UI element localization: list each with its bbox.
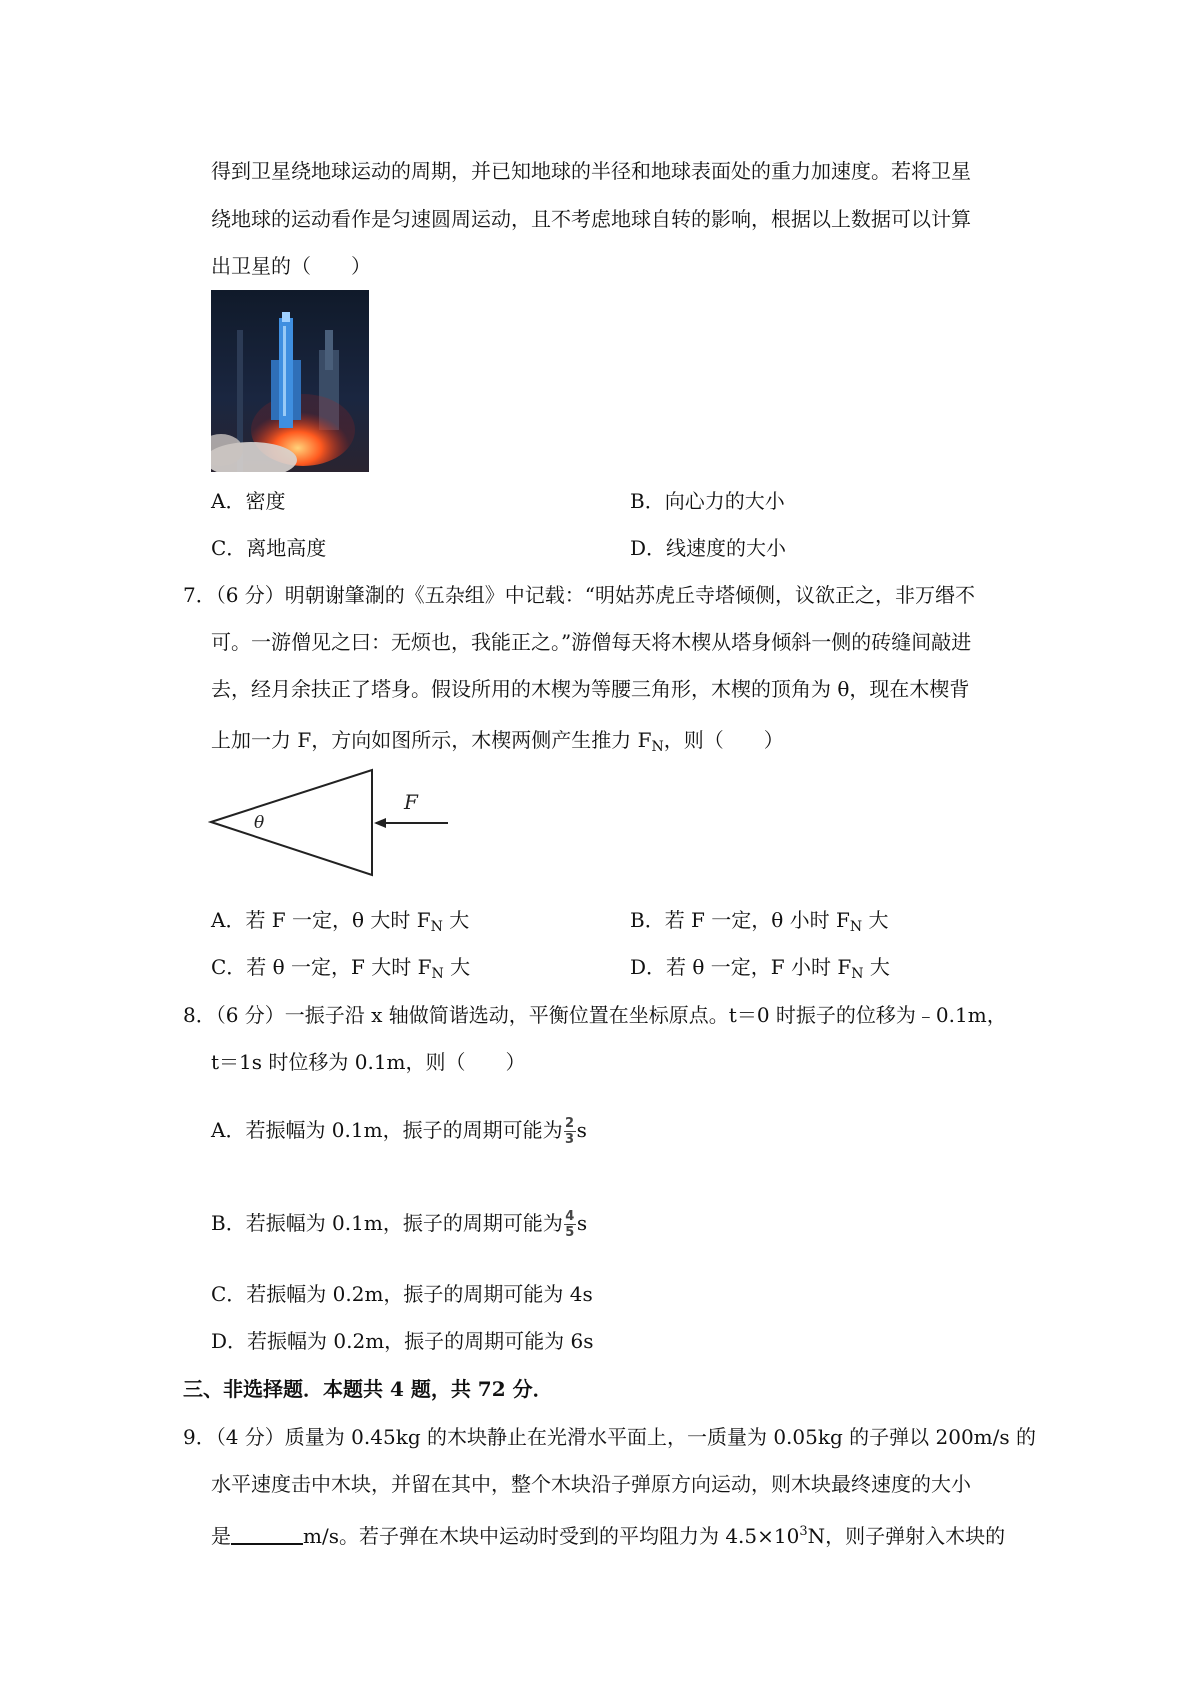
- fraction: $\frac{4}{5}$: [565, 1209, 575, 1240]
- angle-label: θ: [254, 813, 265, 833]
- q9-stem-line-1: 9．（4 分）质量为 0.45kg 的木块静止在光滑水平面上，一质量为 0.05kg 的子弹以 200m/s 的: [183, 1425, 1036, 1449]
- q8-option-d: D．若振幅为 0.2m，振子的周期可能为 6s: [211, 1329, 594, 1353]
- q8-stem-line-1: 8．（6 分）一振子沿 x 轴做简谐选动，平衡位置在坐标原点。t＝0 时振子的位移为﹣0.1m，: [183, 1003, 1007, 1027]
- q8-stem-line-2: t＝1s 时位移为 0.1m，则（ ）: [211, 1050, 526, 1074]
- wedge-force-diagram: [208, 765, 454, 877]
- q9-stem-line-2: 水平速度击中木块，并留在其中，整个木块沿子弹原方向运动，则木块最终速度的大小: [211, 1472, 971, 1496]
- section-heading: 三、非选择题．本题共 4 题，共 72 分．: [183, 1377, 553, 1401]
- q6-option-b: B．向心力的大小: [630, 489, 785, 513]
- q9-stem-line-3: 是 m/s。若子弹在木块中运动时受到的平均阻力为 $4.5\times 10^3N$，则子弹射入木块的: [211, 1524, 1006, 1548]
- q7-stem-line-2: 可。一游僧见之曰：无烦也，我能正之。”游僧每天将木楔从塔身倾斜一侧的砖缝间敲进: [211, 630, 972, 654]
- q6-option-a: A．密度: [211, 489, 286, 513]
- q7-option-b: B．若 F 一定，θ 小时 $F_N$ 大: [630, 908, 889, 935]
- answer-blank: [231, 1523, 303, 1545]
- q7-stem-line-4: 上加一力 F，方向如图所示，木楔两侧产生推力 $F_N$，则（ ）: [211, 728, 784, 755]
- q7-option-c: C．若 θ 一定，F 大时 $F_N$ 大: [211, 955, 471, 982]
- q7-option-d: D．若 θ 一定，F 小时 $F_N$ 大: [630, 955, 890, 982]
- q7-option-a: A．若 F 一定，θ 大时 $F_N$ 大: [211, 908, 470, 935]
- q6-stem-line-1: 得到卫星绕地球运动的周期，并已知地球的半径和地球表面处的重力加速度。若将卫星: [211, 159, 971, 183]
- q7-stem-line-3: 去，经月余扶正了塔身。假设所用的木楔为等腰三角形，木楔的顶角为 θ，现在木楔背: [211, 677, 970, 701]
- fraction: $\frac{2}{3}$: [565, 1116, 575, 1147]
- q8-option-b: B．若振幅为 0.1m，振子的周期可能为 $\frac{4}{5}$ s: [211, 1209, 588, 1240]
- q6-stem-line-2: 绕地球的运动看作是匀速圆周运动，且不考虑地球自转的影响，根据以上数据可以计算: [211, 207, 971, 231]
- q6-option-c: C．离地高度: [211, 536, 327, 560]
- q7-stem-line-1: 7．（6 分）明朝谢肇淛的《五杂组》中记载：“明姑苏虎丘寺塔倾侧，议欲正之，非万缗不: [183, 583, 976, 607]
- q6-option-d: D．线速度的大小: [630, 536, 787, 560]
- q8-option-a: A．若振幅为 0.1m，振子的周期可能为 $\frac{2}{3}$ s: [211, 1116, 587, 1147]
- q6-stem-line-3: 出卫星的（ ）: [211, 254, 371, 278]
- rocket-launch-image: [211, 290, 369, 472]
- q8-option-c: C．若振幅为 0.2m，振子的周期可能为 4s: [211, 1282, 593, 1306]
- force-label: F: [404, 790, 418, 814]
